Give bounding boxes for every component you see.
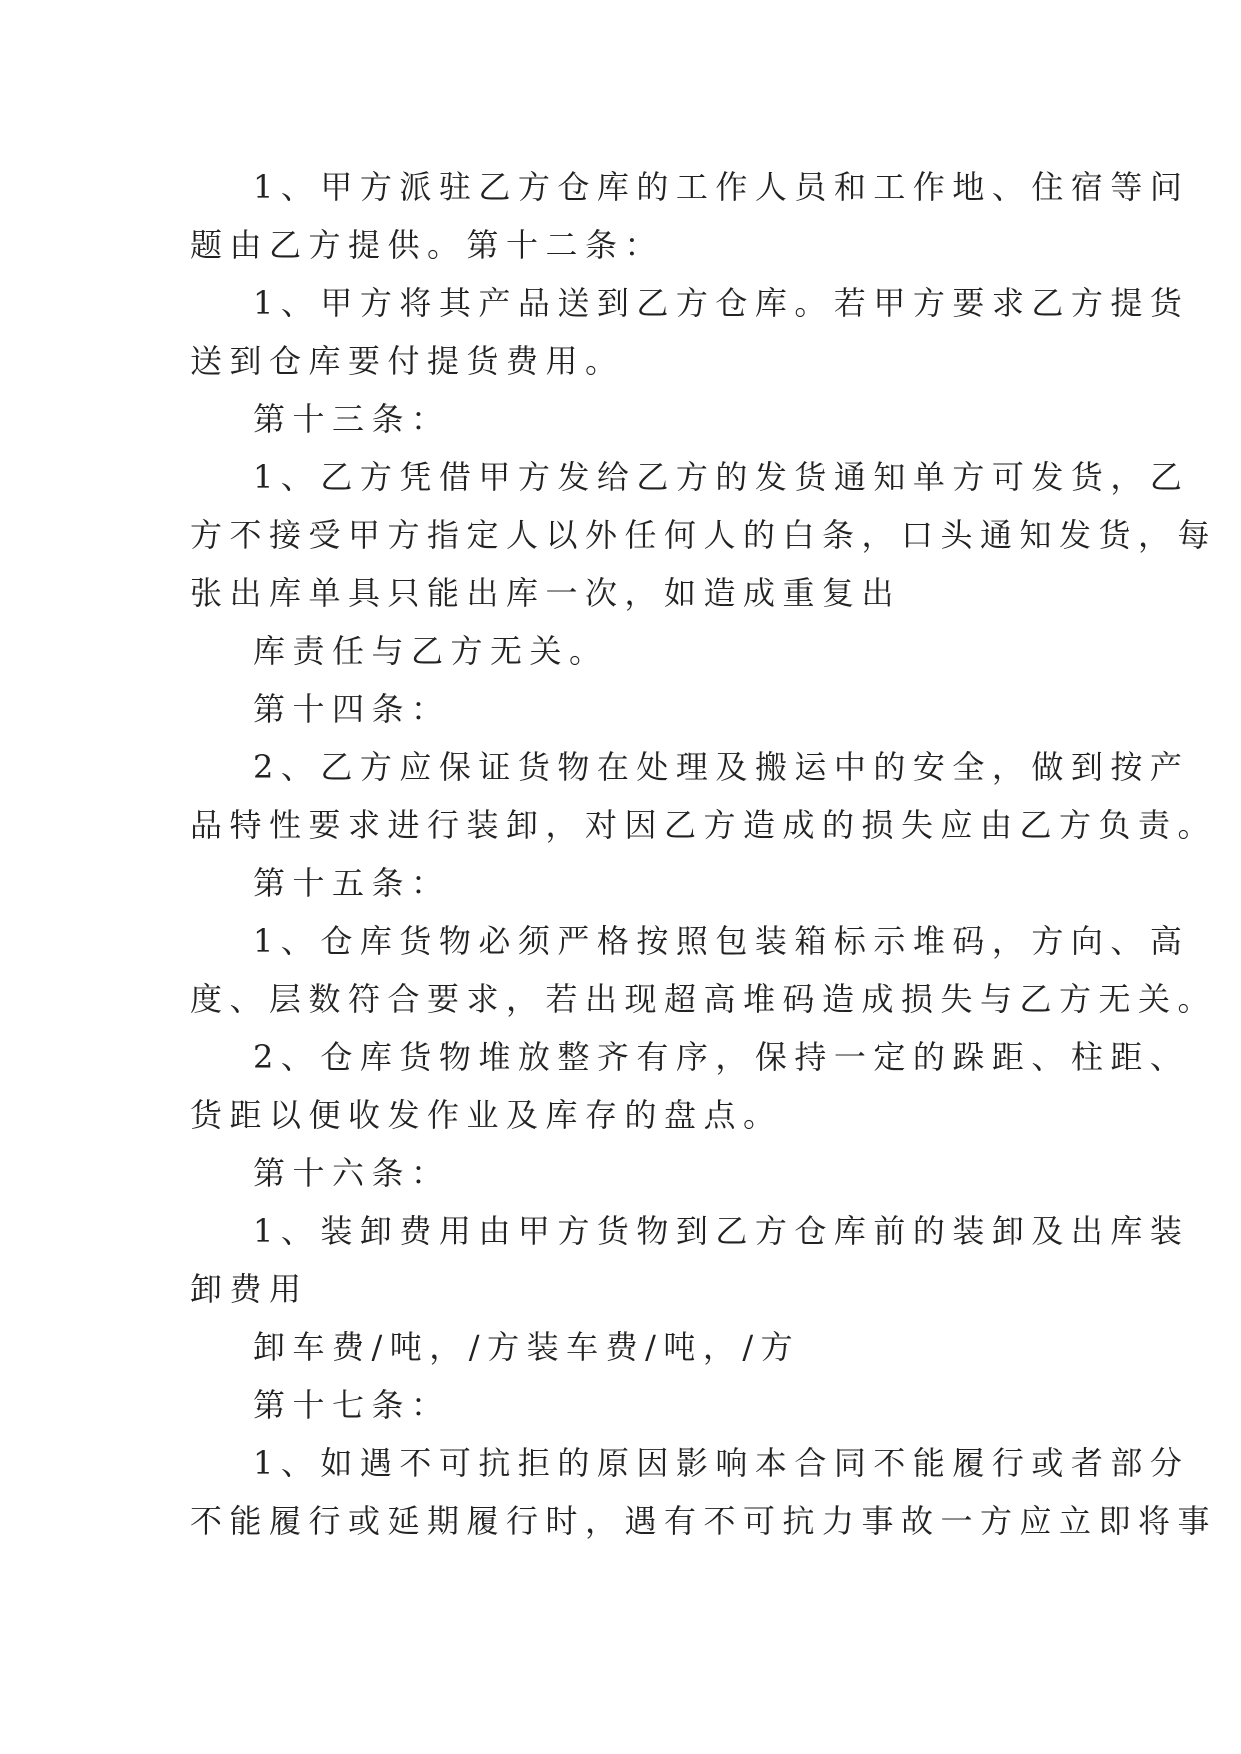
text-line: 1、甲方派驻乙方仓库的工作人员和工作地、住宿等问 <box>253 168 1190 206</box>
text-line: 1、装卸费用由甲方货物到乙方仓库前的装卸及出库装 <box>253 1212 1190 1250</box>
text-line: 张出库单具只能出库一次，如造成重复出 <box>190 574 902 612</box>
text-line: 方不接受甲方指定人以外任何人的白条，口头通知发货，每 <box>190 516 1218 554</box>
text-line: 品特性要求进行装卸，对因乙方造成的损失应由乙方负责。 <box>190 806 1218 844</box>
text-line: 度、层数符合要求，若出现超高堆码造成损失与乙方无关。 <box>190 980 1218 1018</box>
section-heading: 第十六条： <box>253 1154 451 1192</box>
text-line: 货距以便收发作业及库存的盘点。 <box>190 1096 783 1134</box>
text-line: 2、仓库货物堆放整齐有序，保持一定的跺距、柱距、 <box>253 1038 1190 1076</box>
text-line: 1、仓库货物必须严格按照包装箱标示堆码，方向、高 <box>253 922 1190 960</box>
text-line: 送到仓库要付提货费用。 <box>190 342 625 380</box>
section-heading: 第十四条： <box>253 690 451 728</box>
section-heading: 第十五条： <box>253 864 451 902</box>
text-line: 库责任与乙方无关。 <box>253 632 609 670</box>
text-line: 题由乙方提供。第十二条： <box>190 226 665 264</box>
text-line: 1、乙方凭借甲方发给乙方的发货通知单方可发货，乙 <box>253 458 1190 496</box>
section-heading: 第十七条： <box>253 1386 451 1424</box>
text-line: 不能履行或延期履行时，遇有不可抗力事故一方应立即将事 <box>190 1502 1218 1540</box>
text-line: 卸车费/吨，/方装车费/吨，/方 <box>253 1328 801 1366</box>
text-line: 卸费用 <box>190 1270 309 1308</box>
text-line: 1、如遇不可抗拒的原因影响本合同不能履行或者部分 <box>253 1444 1190 1482</box>
section-heading: 第十三条： <box>253 400 451 438</box>
text-line: 2、乙方应保证货物在处理及搬运中的安全，做到按产 <box>253 748 1190 786</box>
text-line: 1、甲方将其产品送到乙方仓库。若甲方要求乙方提货 <box>253 284 1190 322</box>
